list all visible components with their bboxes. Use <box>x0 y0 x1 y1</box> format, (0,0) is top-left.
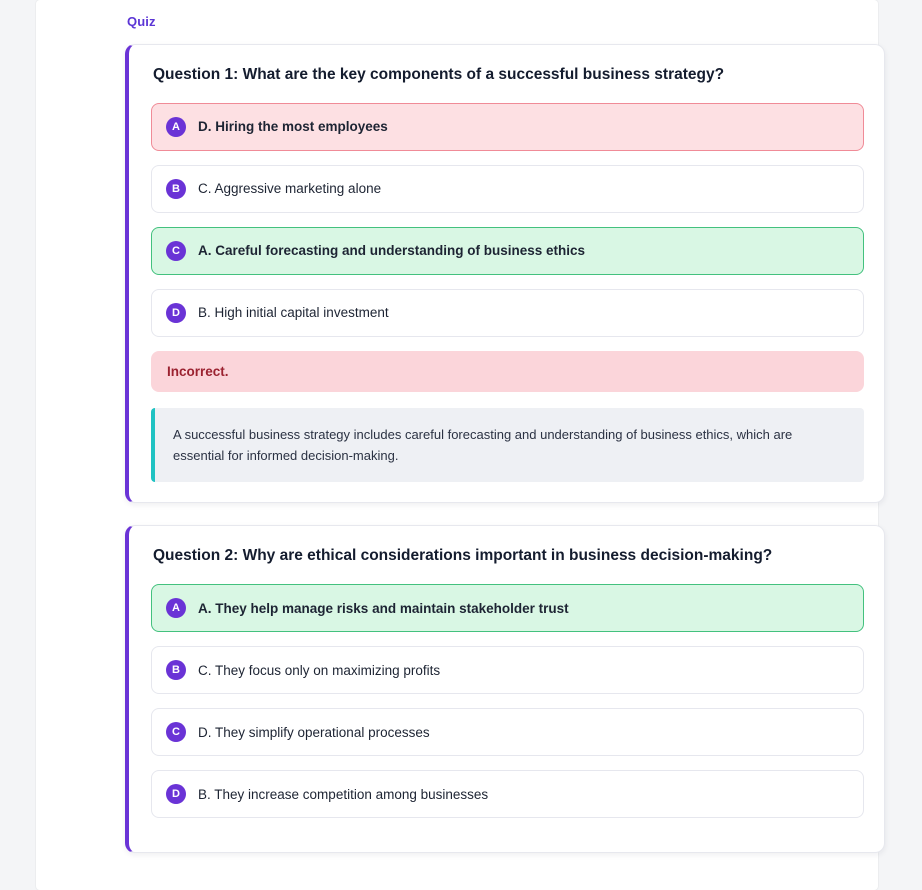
question-title: Question 2: Why are ethical considerations important in business decision-making? <box>153 547 773 565</box>
option-badge: C <box>166 241 186 261</box>
option-row[interactable] <box>151 289 864 337</box>
option-badge: D <box>166 784 186 804</box>
answer-feedback: Incorrect. <box>151 351 864 392</box>
option-label: B. They increase competition among businesses <box>198 786 489 802</box>
option-row[interactable] <box>151 708 864 756</box>
option-list <box>151 584 864 818</box>
question-card <box>125 525 885 853</box>
option-label: D. Hiring the most employees <box>198 119 388 135</box>
option-row[interactable] <box>151 227 864 275</box>
question-list <box>125 44 885 875</box>
option-badge: D <box>166 303 186 323</box>
question-title: Question 1: What are the key components of a successful business strategy? <box>153 66 725 83</box>
option-label: B. High initial capital investment <box>198 305 389 321</box>
question-card <box>125 44 885 503</box>
option-row[interactable] <box>151 103 864 151</box>
option-label: C. Aggressive marketing alone <box>198 181 382 197</box>
option-badge: C <box>166 722 186 742</box>
option-label: D. They simplify operational processes <box>198 724 430 740</box>
option-list <box>151 103 864 337</box>
option-label: C. They focus only on maximizing profits <box>198 662 441 678</box>
option-row[interactable] <box>151 584 864 632</box>
option-badge: A <box>166 598 186 618</box>
quiz-section-label: Quiz <box>127 14 156 29</box>
option-label: A. Careful forecasting and understanding of business ethics <box>198 243 586 259</box>
content-sheet <box>36 0 878 890</box>
option-row[interactable] <box>151 646 864 694</box>
option-badge: A <box>166 117 186 137</box>
answer-explanation: A successful business strategy includes careful forecasting and understanding of business ethics, which are essential for informed decision-making. <box>151 408 864 482</box>
option-badge: B <box>166 660 186 680</box>
option-badge: B <box>166 179 186 199</box>
option-label: A. They help manage risks and maintain stakeholder trust <box>198 600 569 616</box>
option-row[interactable] <box>151 165 864 213</box>
option-row[interactable] <box>151 770 864 818</box>
